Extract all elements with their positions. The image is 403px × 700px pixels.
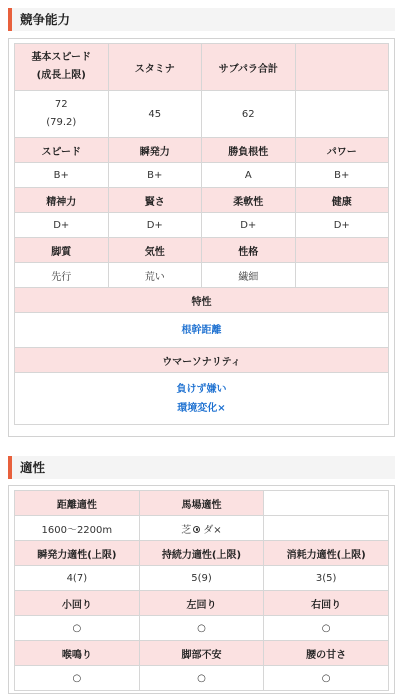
umasonality-link-sore-loser[interactable]: 負けず嫌い — [176, 383, 227, 395]
header-umasonality: ウマーソナリティ — [15, 348, 389, 373]
aptitude-table — [14, 490, 389, 691]
header-right-turn: 右回り — [264, 591, 389, 616]
value-growth-limit-number: (79.2) — [46, 117, 77, 128]
header-sustain-aptitude: 持続力適性(上限) — [139, 541, 264, 566]
section-title-text-2: 適性 — [20, 460, 46, 475]
header-stamina: スタミナ — [108, 44, 202, 91]
header-empty-3 — [264, 491, 389, 516]
value-personality-type: 繊細 — [202, 263, 296, 288]
value-track-aptitude — [139, 516, 264, 541]
header-roaring: 喉鳴り — [15, 641, 140, 666]
header-guts: 勝負根性 — [202, 138, 296, 163]
umasonality-link-environment-change[interactable]: 環境変化× — [177, 402, 226, 414]
value-mental: D+ — [15, 213, 109, 238]
dirt-label: ダ× — [203, 524, 222, 536]
header-subparam-total: サブパラ合計 — [202, 44, 296, 91]
header-trait: 特性 — [15, 288, 389, 313]
value-power: B+ — [295, 163, 389, 188]
value-running-style: 先行 — [15, 263, 109, 288]
competition-stats-table — [14, 43, 389, 425]
value-roaring: ○ — [15, 666, 140, 691]
header-burst-aptitude: 瞬発力適性(上限) — [15, 541, 140, 566]
value-weak-loins: ○ — [264, 666, 389, 691]
trait-cell — [15, 313, 389, 348]
header-burst: 瞬発力 — [108, 138, 202, 163]
header-distance-aptitude: 距離適性 — [15, 491, 140, 516]
value-distance-aptitude: 1600～2200m — [15, 516, 140, 541]
header-mental: 精神力 — [15, 188, 109, 213]
section-title-aptitude — [8, 456, 395, 479]
value-left-turn: ○ — [139, 616, 264, 641]
value-base-speed — [15, 91, 109, 138]
header-wisdom: 賢さ — [108, 188, 202, 213]
trait-link[interactable]: 根幹距離 — [181, 324, 222, 336]
value-leg-weakness: ○ — [139, 666, 264, 691]
header-health: 健康 — [295, 188, 389, 213]
value-burst-aptitude: 4(7) — [15, 566, 140, 591]
header-leg-weakness: 脚部不安 — [139, 641, 264, 666]
value-wisdom: D+ — [108, 213, 202, 238]
turf-label: 芝 — [181, 524, 192, 536]
value-attrition-aptitude: 3(5) — [264, 566, 389, 591]
header-track-aptitude: 馬場適性 — [139, 491, 264, 516]
value-sustain-aptitude: 5(9) — [139, 566, 264, 591]
value-health: D+ — [295, 213, 389, 238]
value-subparam-total: 62 — [202, 91, 296, 138]
header-attrition-aptitude: 消耗力適性(上限) — [264, 541, 389, 566]
header-flexibility: 柔軟性 — [202, 188, 296, 213]
header-power: パワー — [295, 138, 389, 163]
header-growth-limit-label: (成長上限) — [36, 70, 86, 81]
value-tight-turn: ○ — [15, 616, 140, 641]
header-weak-loins: 腰の甘さ — [264, 641, 389, 666]
header-empty — [295, 44, 389, 91]
section-title-text: 競争能力 — [20, 12, 71, 27]
value-empty-3 — [264, 516, 389, 541]
header-base-speed — [15, 44, 109, 91]
turf-double-circle-icon — [193, 526, 200, 533]
value-stamina: 45 — [108, 91, 202, 138]
header-running-style: 脚質 — [15, 238, 109, 263]
value-empty — [295, 91, 389, 138]
competition-stats-box — [8, 38, 395, 437]
header-left-turn: 左回り — [139, 591, 264, 616]
value-speed: B+ — [15, 163, 109, 188]
umasonality-cell — [15, 373, 389, 425]
value-empty-2 — [295, 263, 389, 288]
value-burst: B+ — [108, 163, 202, 188]
header-empty-2 — [295, 238, 389, 263]
value-temper: 荒い — [108, 263, 202, 288]
header-temper: 気性 — [108, 238, 202, 263]
value-base-speed-number: 72 — [54, 99, 68, 110]
value-flexibility: D+ — [202, 213, 296, 238]
header-base-speed-label: 基本スピード — [31, 52, 92, 63]
aptitude-box — [8, 485, 395, 694]
value-right-turn: ○ — [264, 616, 389, 641]
header-speed: スピード — [15, 138, 109, 163]
header-tight-turn: 小回り — [15, 591, 140, 616]
section-title-competition — [8, 8, 395, 31]
header-personality-type: 性格 — [202, 238, 296, 263]
value-guts: A — [202, 163, 296, 188]
